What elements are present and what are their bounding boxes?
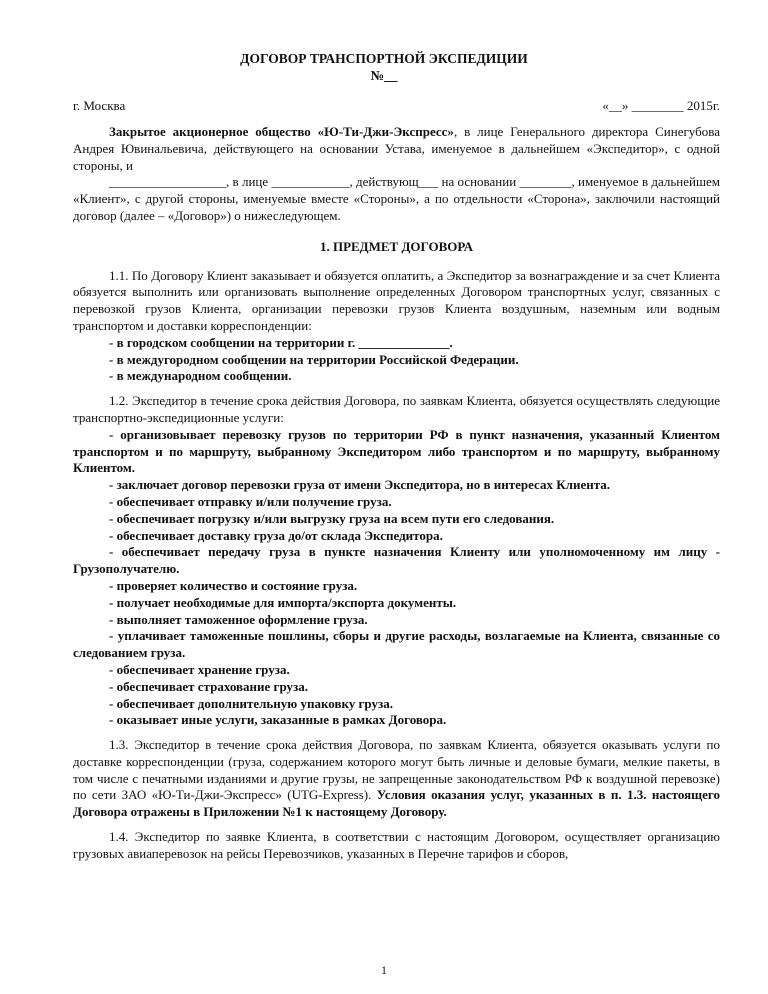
list-item: - уплачивает таможенные пошлины, сборы и другие расходы, возлагаемые на Клиента, связанные со следованием груза. <box>73 628 720 661</box>
title-line: ДОГОВОР ТРАНСПОРТНОЙ ЭКСПЕДИЦИИ <box>240 51 528 66</box>
company-name: Закрытое акционерное общество «Ю-Ти-Джи-Экспресс» <box>109 124 454 139</box>
transport-list <box>73 335 720 385</box>
list-item: - обеспечивает страхование груза. <box>109 678 308 694</box>
list-item: - обеспечивает дополнительную упаковку груза. <box>109 695 393 711</box>
contract-date: «__» ________ 2015г. <box>602 98 720 113</box>
list-item: - в междугородном сообщении на территории Российской Федерации. <box>109 351 519 367</box>
list-item: - в городском сообщении на территории г. ______________. <box>109 334 453 350</box>
list-item: - оказывает иные услуги, заказанные в рамках Договора. <box>109 712 447 728</box>
list-item: - обеспечивает доставку груза до/от склада Экспедитора. <box>109 527 443 543</box>
list-item: - обеспечивает погрузку и/или выгрузку груза на всем пути его следования. <box>109 510 555 526</box>
place-date-row <box>73 98 720 115</box>
clause-1-1: 1.1. По Договору Клиент заказывает и обязуется оплатить, а Экспедитор за вознаграждение и за счет Клиента обязуется выполнить или организовать выполнение определенных Договором транспортных услуг, связанных с перевозкой грузов Клиента, организации перевозки грузов Клиента воздушным, наземным или водным транспортом и доставки корреспонденции: <box>73 267 720 333</box>
clause-1-2: 1.2. Экспедитор в течение срока действия Договора, по заявкам Клиента, обязуется осуществлять следующие транспортно-экспедиционные услуги: <box>73 393 720 425</box>
clause-1-4: 1.4. Экспедитор по заявке Клиента, в соответствии с настоящим Договором, осуществляет организацию грузовых авиаперевозок на рейсы Перевозчиков, указанных в Перечне тарифов и сборов, <box>73 829 720 861</box>
list-item: - обеспечивает отправку и/или получение груза. <box>109 493 392 509</box>
list-item: - обеспечивает хранение груза. <box>109 661 290 677</box>
company-rest: , в лице Генерального директора Синегубова Андрея Ювинальевича, действующего на основании Устава, именуемое в дальнейшем «Экспедитор», с одной стороны, и <box>73 124 720 173</box>
clause-1-3-bold: Условия оказания услуг, указанных в п. 1.3. настоящего Договора отражены в Приложении №1 к настоящему Договору. <box>73 787 721 820</box>
preamble-company <box>73 124 720 174</box>
list-item: - получает необходимые для импорта/экспорта документы. <box>109 594 457 610</box>
list-item: - проверяет количество и состояние груза. <box>109 577 358 593</box>
section-heading: 1. ПРЕДМЕТ ДОГОВОРА <box>319 238 474 254</box>
services-list <box>73 427 720 729</box>
list-item: - в международном сообщении. <box>109 368 292 384</box>
list-item: - выполняет таможенное оформление груза. <box>109 611 368 627</box>
preamble-client: __________________, в лице ____________, действующ___ на основании ________, именуемое в дальнейшем «Клиент», с другой стороны, именуемые вместе «Стороны», а по отдельности «Сторона», заключили настоящий договор (далее – «Договор») о нижеследующем. <box>73 174 720 223</box>
list-item: - обеспечивает передачу груза в пункте назначения Клиенту или уполномоченному им лицу - Грузополучателю. <box>73 544 720 577</box>
clause-1-3 <box>73 737 720 821</box>
clause-1-3-text: 1.3. Экспедитор в течение срока действия Договора, по заявкам Клиента, обязуется оказывать услуги по доставке корреспонденции (груза, содержанием которого могут быть личные и деловые бумаги, мелкие пакеты, в том числе с печатными изданиями и другие грузы, не запрещенные законодательством РФ к воздушной перевозке) по сети ЗАО «Ю-Ти-Джи-Экспресс» (UTG-Express). <box>73 737 720 803</box>
city: г. Москва <box>73 98 126 113</box>
document-body <box>73 124 720 863</box>
list-item: - организовывает перевозку грузов по территории РФ в пункт назначения, указанный Клиентом транспортом и по маршруту, выбранному Экспедитором либо транспортом и по маршруту, выбранному Клиентом. <box>73 426 720 476</box>
contract-number: №__ <box>370 68 398 83</box>
document-title <box>0 50 768 84</box>
page-number: 1 <box>381 963 387 977</box>
list-item: - заключает договор перевозки груза от имени Экспедитора, но в интересах Клиента. <box>109 477 611 493</box>
